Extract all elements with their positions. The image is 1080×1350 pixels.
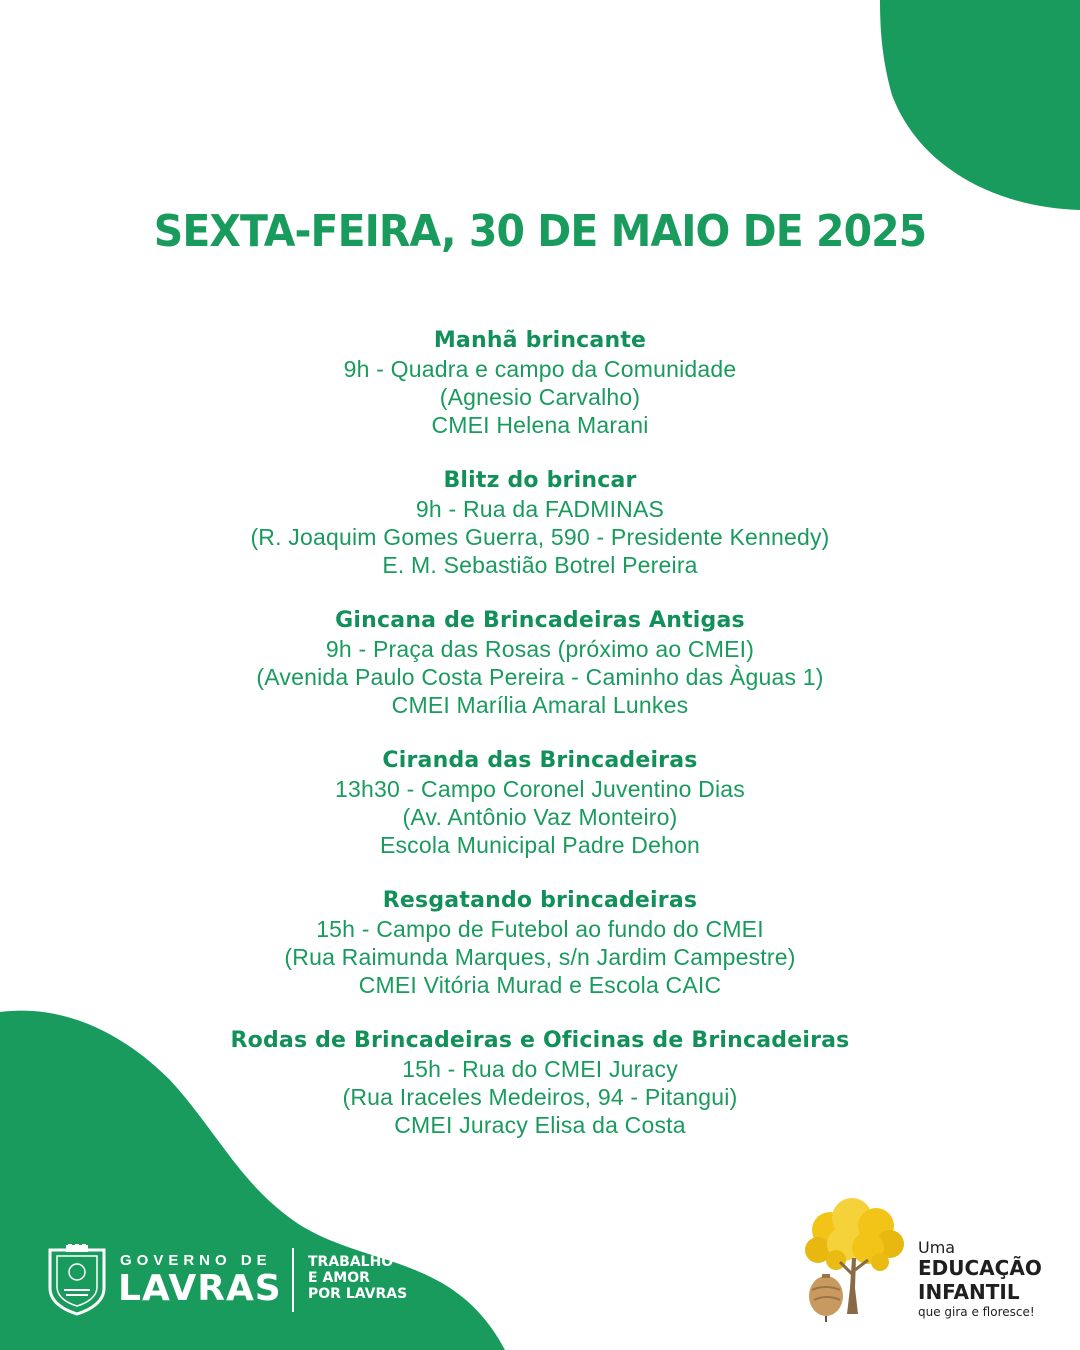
- events-list: [0, 327, 1080, 1167]
- event-item: [0, 747, 1080, 859]
- event-item: [0, 327, 1080, 439]
- event-time-place: 9h - Rua da FADMINAS: [415, 496, 665, 522]
- event-time-place: 15h - Campo de Futebol ao fundo do CMEI: [316, 916, 764, 942]
- slogan-line: E AMOR: [308, 1270, 370, 1286]
- city-name: LAVRAS: [118, 1268, 282, 1309]
- event-time-place: 15h - Rua do CMEI Juracy: [402, 1056, 678, 1082]
- event-address: (Rua Iraceles Medeiros, 94 - Pitangui): [342, 1084, 738, 1110]
- event-time-place: 13h30 - Campo Coronel Juventino Dias: [335, 776, 745, 802]
- event-item: [0, 467, 1080, 579]
- event-organizer: E. M. Sebastião Botrel Pereira: [382, 552, 698, 578]
- page-title: SEXTA-FEIRA, 30 DE MAIO DE 2025: [153, 206, 927, 257]
- event-address: (Rua Raimunda Marques, s/n Jardim Campestre): [284, 944, 796, 970]
- event-name: Rodas de Brincadeiras e Oficinas de Brincadeiras: [230, 1028, 850, 1053]
- logo-divider: [292, 1248, 294, 1312]
- top-right-green-blob: [880, 0, 1080, 210]
- campaign-line-2: EDUCAÇÃO: [918, 1256, 1042, 1280]
- event-time-place: 9h - Quadra e campo da Comunidade: [343, 356, 737, 382]
- event-organizer: CMEI Vitória Murad e Escola CAIC: [358, 972, 722, 998]
- event-organizer: CMEI Juracy Elisa da Costa: [394, 1112, 686, 1138]
- event-item: [0, 607, 1080, 719]
- campaign-logo: [800, 1196, 1050, 1326]
- event-address: (Agnesio Carvalho): [439, 384, 641, 410]
- event-organizer: CMEI Marília Amaral Lunkes: [391, 692, 689, 718]
- slogan-line: POR LAVRAS: [308, 1286, 408, 1302]
- campaign-line-3: INFANTIL: [918, 1280, 1020, 1304]
- event-item: [0, 887, 1080, 999]
- event-organizer: CMEI Helena Marani: [431, 412, 649, 438]
- event-time-place: 9h - Praça das Rosas (próximo ao CMEI): [325, 636, 755, 662]
- campaign-text: [918, 1240, 1042, 1320]
- event-address: (Avenida Paulo Costa Pereira - Caminho das Àguas 1): [256, 664, 824, 690]
- event-item: [0, 1027, 1080, 1139]
- event-organizer: Escola Municipal Padre Dehon: [379, 832, 701, 858]
- event-name: Ciranda das Brincadeiras: [382, 748, 698, 773]
- government-logo: [44, 1244, 444, 1316]
- event-name: Blitz do brincar: [443, 468, 637, 493]
- yellow-ipe-tree-icon: [800, 1196, 910, 1324]
- slogan-line: TRABALHO: [308, 1254, 394, 1270]
- campaign-line-1: Uma: [918, 1238, 956, 1257]
- event-address: (R. Joaquim Gomes Guerra, 590 - Presidente Kennedy): [250, 524, 830, 550]
- city-crest-icon: [44, 1244, 110, 1316]
- event-name: Resgatando brincadeiras: [382, 888, 698, 913]
- event-address: (Av. Antônio Vaz Monteiro): [402, 804, 678, 830]
- event-name: Gincana de Brincadeiras Antigas: [335, 608, 745, 633]
- campaign-tagline: que gira e floresce!: [918, 1305, 1035, 1319]
- government-prefix: GOVERNO DE: [120, 1252, 272, 1269]
- event-name: Manhã brincante: [433, 328, 647, 353]
- government-slogan: [308, 1254, 438, 1302]
